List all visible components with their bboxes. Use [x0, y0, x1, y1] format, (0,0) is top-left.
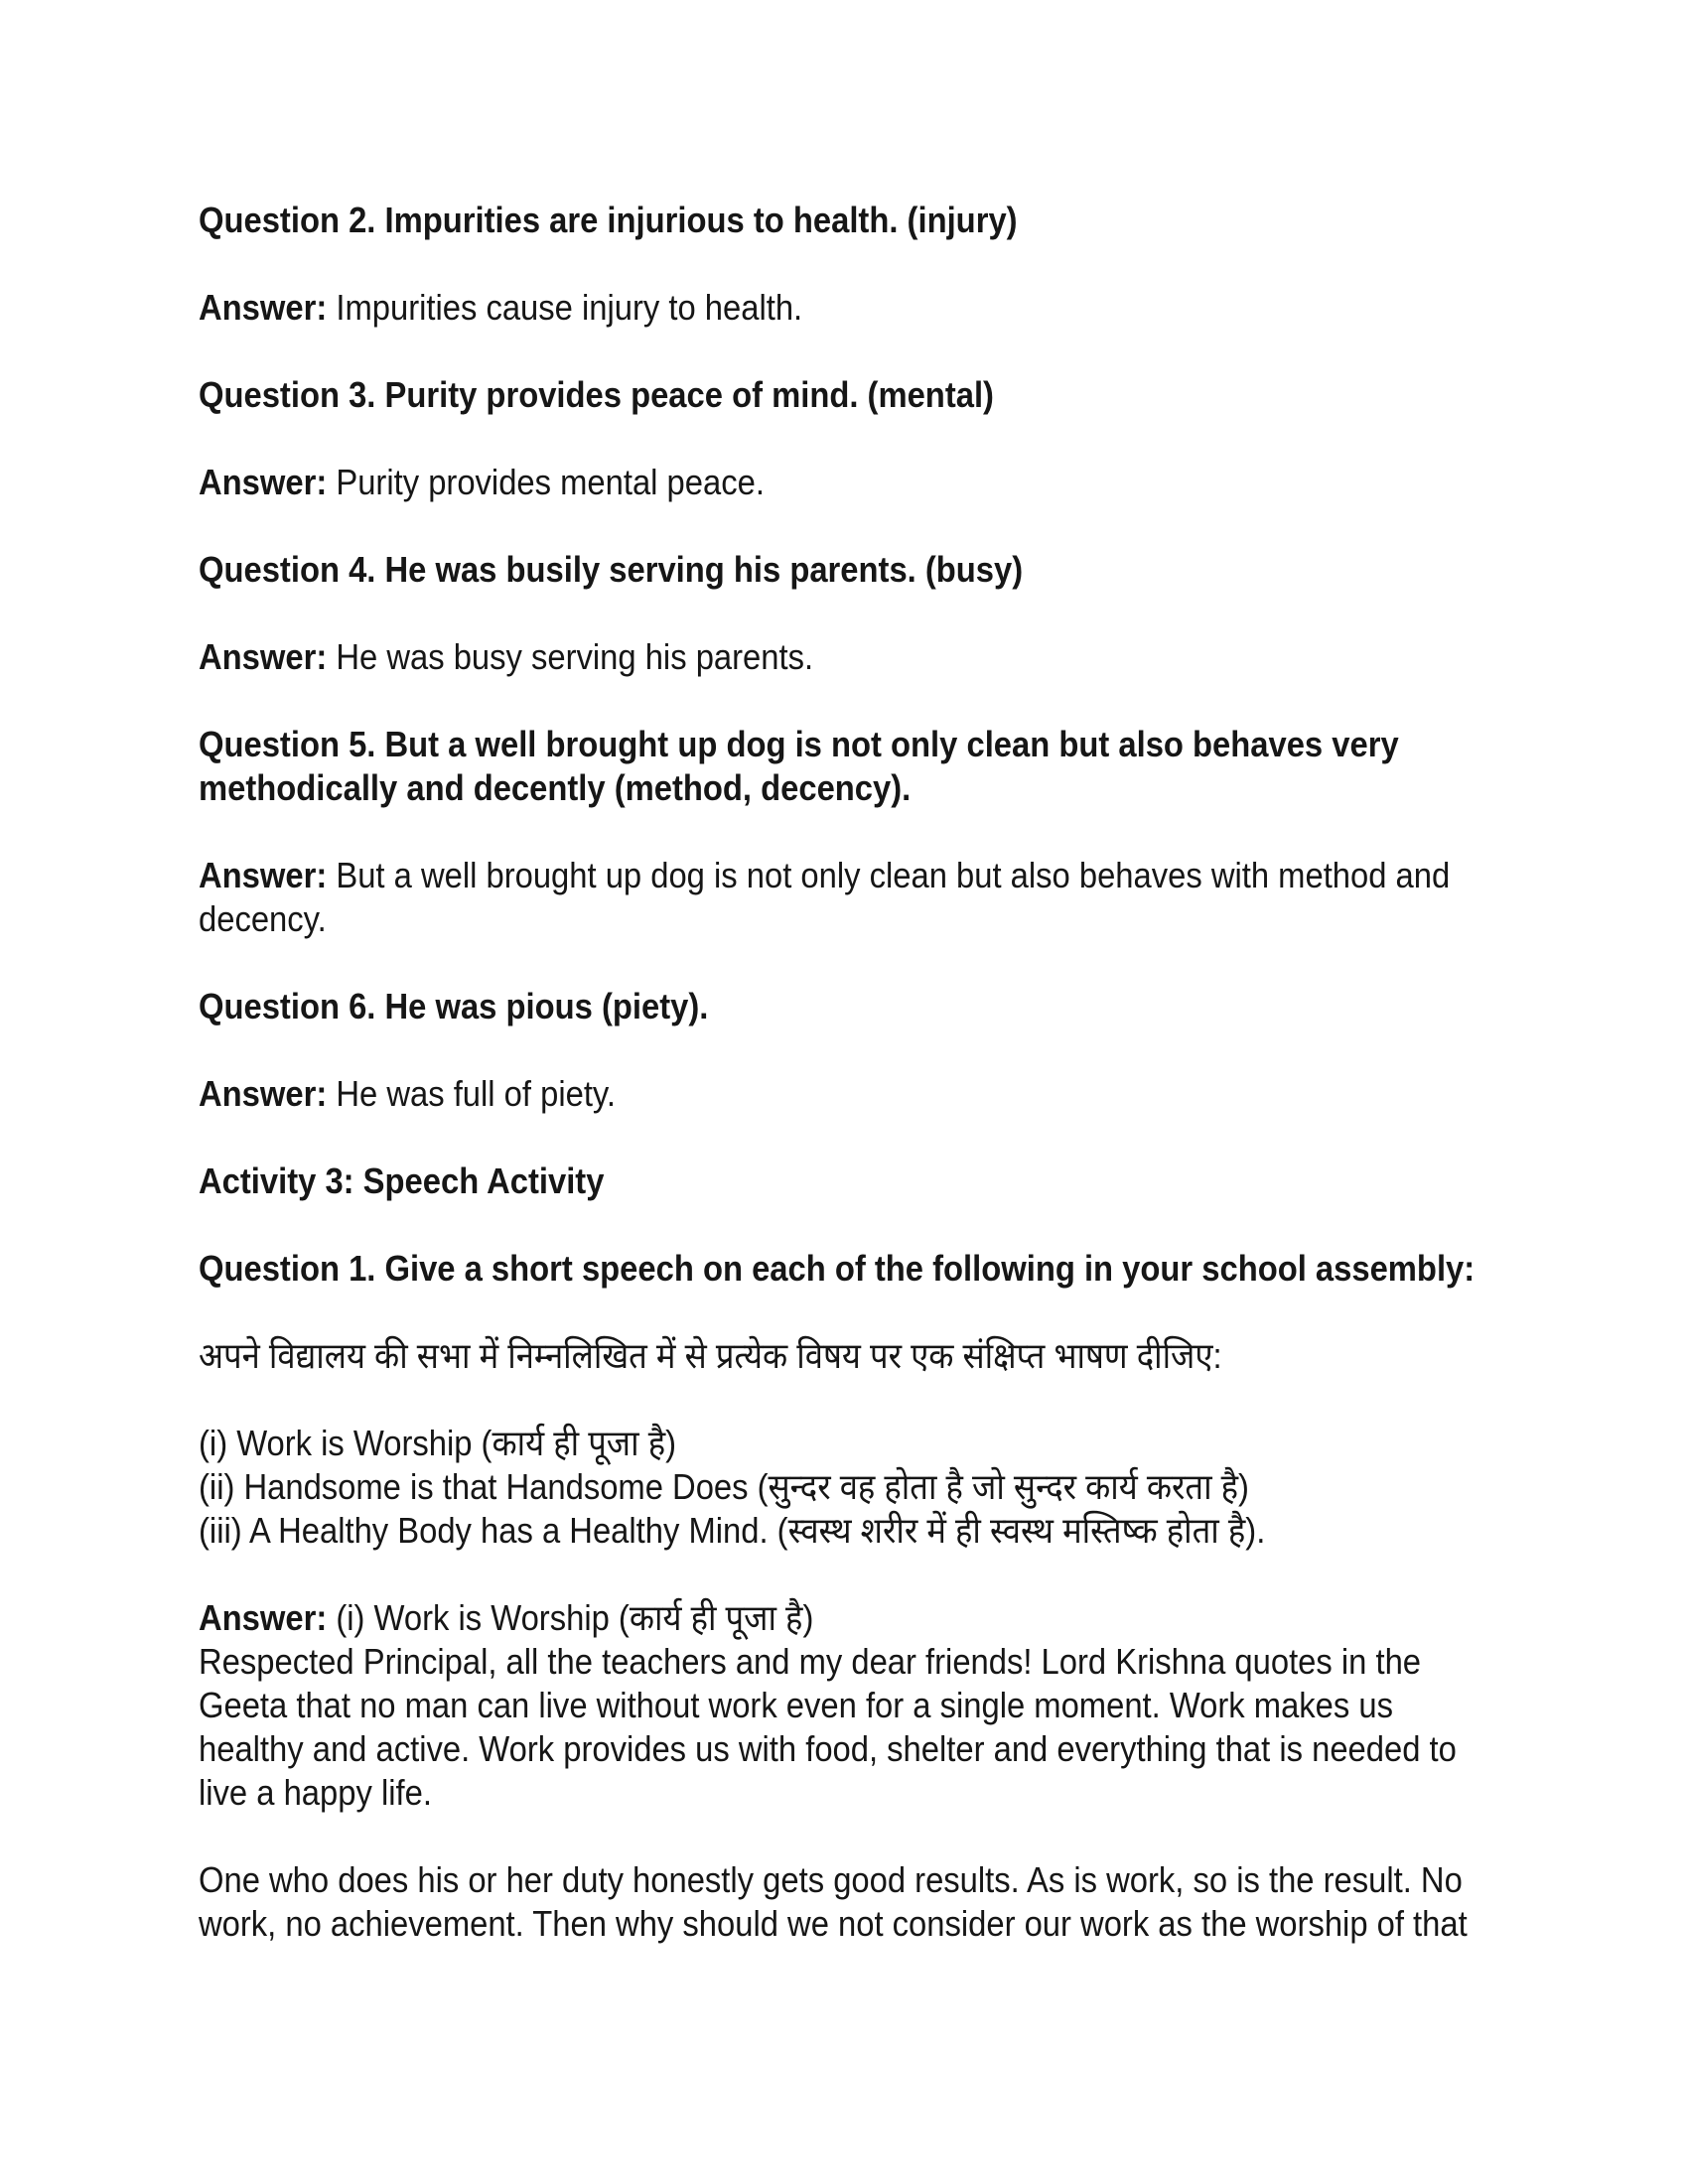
activity-heading [199, 1160, 1609, 1203]
text-line [199, 766, 1481, 810]
text-line [199, 1247, 1481, 1291]
list-item [199, 1422, 1481, 1465]
answer-label: Answer: [199, 855, 328, 895]
heading-text: Question 6. He was pious (piety). [199, 986, 709, 1026]
line-text: (iii) A Healthy Body has a Healthy Mind. (स्वस्थ शरीर में ही स्वस्थ मस्तिष्क होता है). [199, 1510, 1266, 1551]
answer-text: He was full of piety. [336, 1073, 616, 1114]
list-item [199, 1465, 1481, 1509]
text-line [199, 1771, 1481, 1815]
heading-text: Question 5. But a well brought up dog is not only clean but also behaves very [199, 724, 1399, 764]
line-text: Respected Principal, all the teachers and my dear friends! Lord Krishna quotes in the [199, 1641, 1422, 1682]
document-content [199, 199, 1609, 1946]
text-line [199, 897, 1481, 941]
text-line [199, 635, 1481, 679]
text-line [199, 1072, 1481, 1116]
line-text: decency. [199, 898, 327, 939]
text-line [199, 1334, 1481, 1378]
text-line [199, 723, 1481, 766]
question-heading [199, 723, 1609, 810]
text-line [199, 1902, 1481, 1946]
text-line [199, 548, 1481, 592]
answer-text: He was busy serving his parents. [336, 636, 814, 677]
topic-list [199, 1422, 1609, 1553]
text-line [199, 373, 1481, 417]
line-text: healthy and active. Work provides us with food, shelter and everything that is needed to [199, 1728, 1457, 1769]
text-line [199, 1727, 1481, 1771]
heading-text: Question 1. Give a short speech on each of the following in your school assembly: [199, 1248, 1476, 1289]
text-line [199, 1640, 1481, 1684]
line-text: (i) Work is Worship (कार्य ही पूजा है) [199, 1423, 677, 1463]
text-line [199, 1684, 1481, 1727]
answer-paragraph [199, 854, 1609, 941]
text-paragraph [199, 1858, 1609, 1946]
answer-paragraph [199, 286, 1609, 330]
answer-paragraph [199, 1072, 1609, 1116]
answer-label: Answer: [199, 462, 328, 502]
text-line [199, 985, 1481, 1028]
answer-text: Purity provides mental peace. [336, 462, 765, 502]
answer-text: (i) Work is Worship (कार्य ही पूजा है) [336, 1597, 814, 1638]
text-line [199, 1596, 1481, 1640]
question-heading [199, 985, 1609, 1028]
heading-text: Question 3. Purity provides peace of mind. (mental) [199, 374, 994, 415]
question-heading [199, 548, 1609, 592]
heading-text: Question 2. Impurities are injurious to health. (injury) [199, 200, 1018, 240]
heading-text: Activity 3: Speech Activity [199, 1160, 605, 1201]
heading-text: methodically and decently (method, decency). [199, 767, 912, 808]
line-text: live a happy life. [199, 1772, 432, 1813]
line-text: work, no achievement. Then why should we not consider our work as the worship of that [199, 1903, 1468, 1944]
line-text: Geeta that no man can live without work even for a single moment. Work makes us [199, 1685, 1393, 1725]
question-heading [199, 199, 1609, 242]
line-text: (ii) Handsome is that Handsome Does (सुन्दर वह होता है जो सुन्दर कार्य करता है) [199, 1466, 1249, 1507]
text-line [199, 854, 1481, 897]
line-text: अपने विद्यालय की सभा में निम्नलिखित में से प्रत्येक विषय पर एक संक्षिप्त भाषण दीजिए: [199, 1335, 1222, 1376]
heading-text: Question 4. He was busily serving his parents. (busy) [199, 549, 1024, 590]
text-paragraph [199, 1334, 1609, 1378]
line-text: One who does his or her duty honestly gets good results. As is work, so is the result. No [199, 1859, 1463, 1900]
answer-label: Answer: [199, 636, 328, 677]
text-line [199, 199, 1481, 242]
list-item [199, 1509, 1481, 1553]
answer-paragraph [199, 1596, 1609, 1815]
text-line [199, 286, 1481, 330]
answer-label: Answer: [199, 287, 328, 328]
question-heading [199, 1247, 1609, 1291]
question-heading [199, 373, 1609, 417]
answer-label: Answer: [199, 1073, 328, 1114]
answer-text: Impurities cause injury to health. [336, 287, 803, 328]
answer-paragraph [199, 461, 1609, 504]
answer-label: Answer: [199, 1597, 328, 1638]
text-line [199, 1858, 1481, 1902]
text-line [199, 1160, 1481, 1203]
text-line [199, 461, 1481, 504]
answer-paragraph [199, 635, 1609, 679]
answer-text: But a well brought up dog is not only clean but also behaves with method and [336, 855, 1451, 895]
